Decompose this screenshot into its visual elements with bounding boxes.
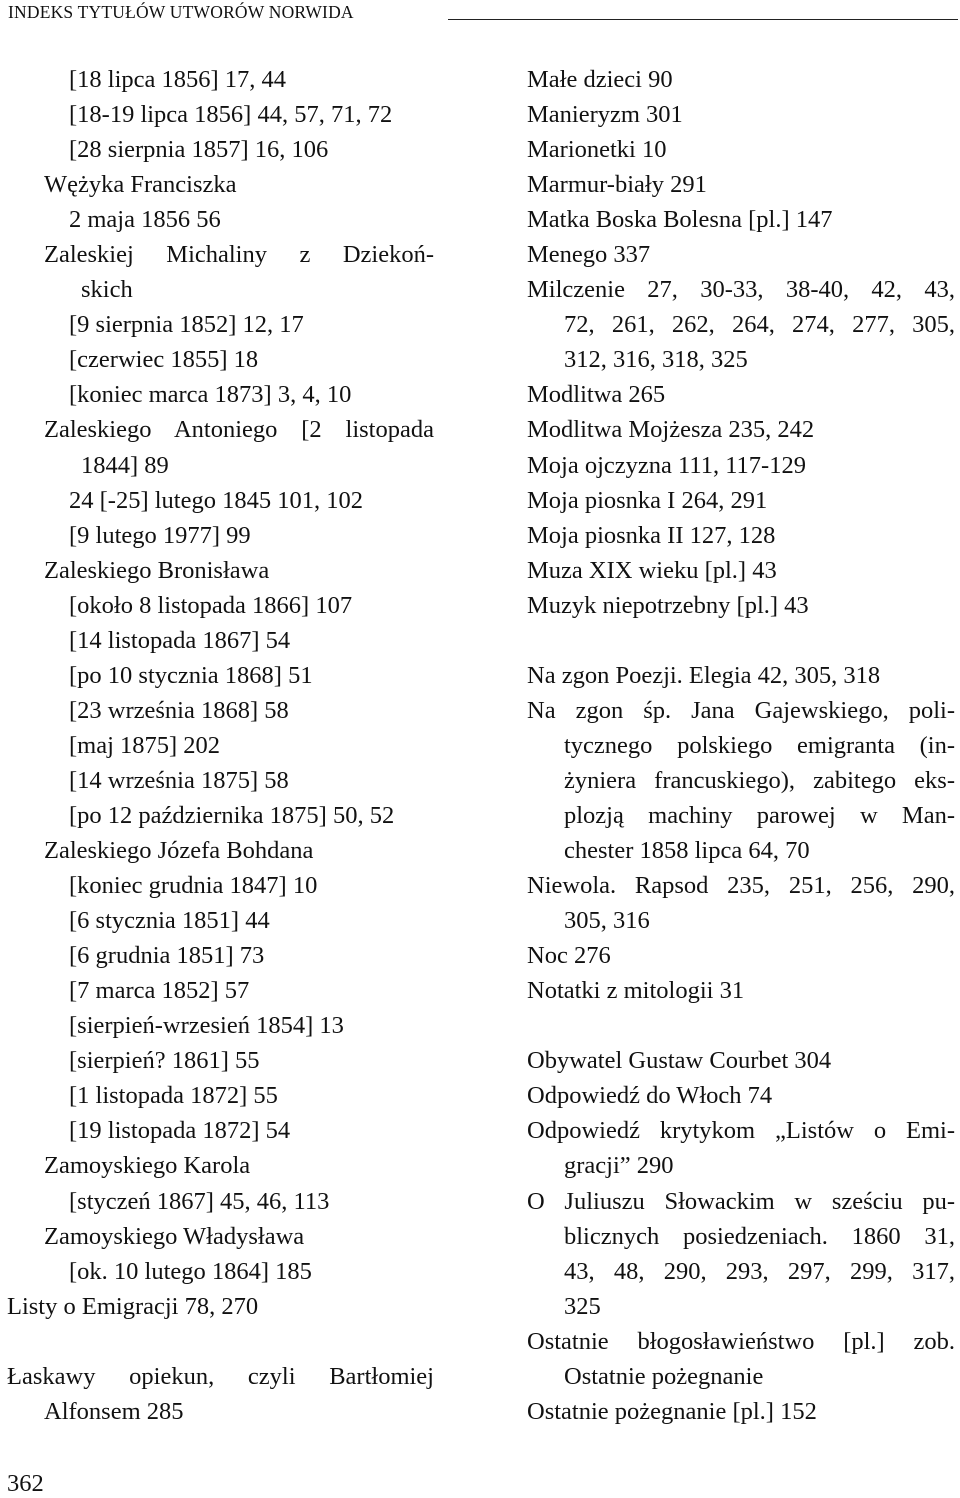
index-subentry-line: Ostatnie pożegnanie xyxy=(564,1362,764,1390)
index-subentry-line: chester 1858 lipca 64, 70 xyxy=(564,837,810,865)
index-entry-line: Muza XIX wieku [pl.] 43 xyxy=(527,556,777,584)
header-rule xyxy=(448,19,958,20)
index-entry-line: Odpowiedź krytykom „Listów o Emi- xyxy=(527,1117,955,1145)
index-subentry-line: 2 maja 1856 56 xyxy=(69,206,221,234)
index-subentry-line: [14 listopada 1867] 54 xyxy=(69,626,291,654)
index-entry-line: Muzyk niepotrzebny [pl.] 43 xyxy=(527,591,809,619)
running-header-title: INDEKS TYTUŁÓW UTWORÓW NORWIDA xyxy=(8,2,354,22)
index-subentry-line: [koniec marca 1873] 3, 4, 10 xyxy=(69,381,352,409)
index-subentry-line: [18 lipca 1856] 17, 44 xyxy=(69,66,287,93)
index-subentry-line: [koniec grudnia 1847] 10 xyxy=(69,872,318,900)
index-subentry-line: Zaleskiego Józefa Bohdana xyxy=(44,837,314,865)
index-entry-line: Marionetki 10 xyxy=(527,136,667,164)
index-subentry-line: blicznych posiedzeniach. 1860 31, xyxy=(564,1222,955,1250)
index-subentry-line: [styczeń 1867] 45, 46, 113 xyxy=(69,1187,330,1215)
index-subentry-line: [6 stycznia 1851] 44 xyxy=(69,907,270,935)
index-subentry-line: [po 10 stycznia 1868] 51 xyxy=(69,661,313,689)
index-subentry-line: gracji” 290 xyxy=(564,1152,674,1180)
index-entry-line: Milczenie 27, 30-33, 38-40, 42, 43, xyxy=(527,276,955,304)
index-subentry-line: [9 sierpnia 1852] 12, 17 xyxy=(69,311,304,339)
index-subentry-line: [maj 1875] 202 xyxy=(69,731,221,759)
index-column-left xyxy=(7,62,434,1429)
index-subentry-line: [sierpień-wrzesień 1854] 13 xyxy=(69,1012,344,1040)
index-subentry-line: [7 marca 1852] 57 xyxy=(69,977,250,1005)
entry-spacer xyxy=(527,1008,955,1043)
index-entry-line: O Juliuszu Słowackim w sześciu pu- xyxy=(527,1187,955,1215)
entry-spacer xyxy=(527,623,955,658)
index-entry-line: Łaskawy opiekun, czyli Bartłomiej xyxy=(7,1362,434,1390)
index-subentry-line: 305, 316 xyxy=(564,907,650,935)
index-subentry-line: żyniera francuskiego), zabitego eks- xyxy=(564,766,955,794)
index-entry-line: Moja ojczyzna 111, 117-129 xyxy=(527,451,806,479)
index-entry-line: Modlitwa 265 xyxy=(527,381,666,409)
index-subentry-line: Alfonsem 285 xyxy=(44,1397,184,1425)
index-subentry-line: skich xyxy=(81,276,133,304)
index-subentry-line: 24 [-25] lutego 1845 101, 102 xyxy=(69,486,363,514)
index-entry-line: Matka Boska Bolesna [pl.] 147 xyxy=(527,206,833,234)
index-subentry-line: [9 lutego 1977] 99 xyxy=(69,521,251,549)
index-entry-line: Odpowiedź do Włoch 74 xyxy=(527,1082,773,1110)
page-number: 362 xyxy=(7,1470,44,1497)
index-subentry-line: 72, 261, 262, 264, 274, 277, 305, xyxy=(564,311,955,339)
index-subentry-line: [sierpień? 1861] 55 xyxy=(69,1047,260,1075)
index-subentry-line: [po 12 października 1875] 50, 52 xyxy=(69,801,395,829)
index-entry-line: Na zgon śp. Jana Gajewskiego, poli- xyxy=(527,696,955,724)
index-subentry-line: tycznego polskiego emigranta (in- xyxy=(564,731,955,759)
index-entry-line: Noc 276 xyxy=(527,942,611,970)
index-column-right xyxy=(527,62,955,1429)
index-entry-line: Ostatnie pożegnanie [pl.] 152 xyxy=(527,1397,817,1425)
index-subentry-line: 312, 316, 318, 325 xyxy=(564,346,748,374)
index-entry-line: Moja piosnka I 264, 291 xyxy=(527,486,768,514)
index-entry-line: Obywatel Gustaw Courbet 304 xyxy=(527,1047,832,1075)
index-entry-line: Menego 337 xyxy=(527,241,651,269)
index-subentry-line: [14 września 1875] 58 xyxy=(69,766,289,794)
index-subentry-line: [23 września 1868] 58 xyxy=(69,696,289,724)
index-subentry-line: Zaleskiego Antoniego [2 listopada xyxy=(44,416,434,444)
index-subentry-line: [19 listopada 1872] 54 xyxy=(69,1117,291,1145)
index-subentry-line: Zamoyskiego Karola xyxy=(44,1152,251,1180)
index-subentry-line: [18-19 lipca 1856] 44, 57, 71, 72 xyxy=(69,101,393,129)
index-entry-line: Moja piosnka II 127, 128 xyxy=(527,521,776,549)
running-header xyxy=(8,0,958,30)
index-entry-line: Listy o Emigracji 78, 270 xyxy=(7,1292,259,1320)
index-subentry-line: 1844] 89 xyxy=(81,451,169,479)
index-entry-line: Ostatnie błogosławieństwo [pl.] zob. xyxy=(527,1327,955,1355)
index-subentry-line: Wężyka Franciszka xyxy=(44,171,237,199)
index-subentry-line: [6 grudnia 1851] 73 xyxy=(69,942,265,970)
index-entry-line: Manieryzm 301 xyxy=(527,101,683,129)
index-subentry-line: [1 listopada 1872] 55 xyxy=(69,1082,278,1110)
index-subentry-line: 43, 48, 290, 293, 297, 299, 317, xyxy=(564,1257,955,1285)
entry-spacer xyxy=(7,1324,434,1359)
index-entry-line: Marmur-biały 291 xyxy=(527,171,707,199)
index-subentry-line: Zamoyskiego Władysława xyxy=(44,1222,305,1250)
index-subentry-line: plozją machiny parowej w Man- xyxy=(564,801,955,829)
index-entry-line: Małe dzieci 90 xyxy=(527,66,673,93)
index-entry-line: Notatki z mitologii 31 xyxy=(527,977,745,1005)
index-subentry-line: 325 xyxy=(564,1292,601,1320)
index-entry-line: Na zgon Poezji. Elegia 42, 305, 318 xyxy=(527,661,881,689)
index-subentry-line: [ok. 10 lutego 1864] 185 xyxy=(69,1257,312,1285)
index-entry-line: Modlitwa Mojżesza 235, 242 xyxy=(527,416,815,444)
index-subentry-line: [czerwiec 1855] 18 xyxy=(69,346,259,374)
index-entry-line: Niewola. Rapsod 235, 251, 256, 290, xyxy=(527,872,955,900)
index-subentry-line: Zaleskiej Michaliny z Dziekoń- xyxy=(44,241,434,269)
index-subentry-line: [28 sierpnia 1857] 16, 106 xyxy=(69,136,329,164)
index-subentry-line: [około 8 listopada 1866] 107 xyxy=(69,591,353,619)
index-subentry-line: Zaleskiego Bronisława xyxy=(44,556,270,584)
